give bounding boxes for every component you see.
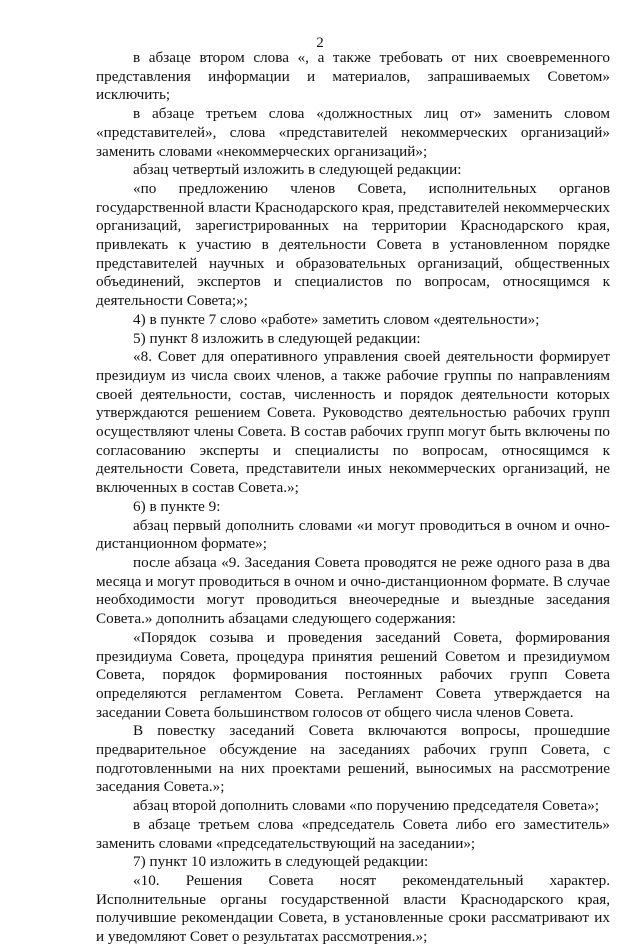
paragraph-15: 7) пункт 10 изложить в следующей редакции:	[133, 853, 429, 871]
paragraph-5: 4) в пункте 7 слово «работе» заметить словом «деятельности»;	[133, 310, 540, 328]
paragraph-11: «Порядок созыва и проведения заседаний Совета, формирования президиума Совета, процедура принятия решений Советом и президиумом Совета, порядок формирования постоянных рабочих групп Совета определяются регламентом Совета. Регламент Совета утверждается на заседании Совета большинством голосов от общего числа членов Совета.	[96, 628, 610, 721]
paragraph-3: абзац четвертый изложить в следующей редакции:	[133, 161, 462, 179]
paragraph-9: абзац первый дополнить словами «и могут проводиться в очном и очно-дистанционном формате»;	[96, 516, 610, 553]
paragraph-13: абзац второй дополнить словами «по поручению председателя Совета»;	[133, 797, 600, 815]
paragraph-4: «по предложению членов Совета, исполнительных органов государственной власти Краснодарского края, представителей некоммерческих организаций, зарегистрированных на территории Краснодарского края, привлекать к участию в деятельности Совета в установленном порядке представителей научных и образовательных организаций, общественных объединений, экспертов и специалистов по вопросам, относящимся к деятельности Совета;»;	[96, 179, 610, 310]
paragraph-14: в абзаце третьем слова «председатель Совета либо его заместитель» заменить словами «председательствующий на заседании»;	[96, 815, 610, 852]
paragraph-12: В повестку заседаний Совета включаются вопросы, прошедшие предварительное обсуждение на заседаниях рабочих групп Совета, с подготовленными на них проектами решений, выносимых на рассмотрение заседания Совета.»;	[96, 722, 610, 796]
paragraph-1: в абзаце втором слова «, а также требовать от них своевременного представления информации и материалов, запрашиваемых Советом» исключить;	[96, 49, 610, 104]
paragraph-7: «8. Совет для оперативного управления своей деятельности формирует президиум из числа своих членов, а также рабочие группы по направлениям своей деятельности, состав, численность и порядок деятельности которых утверждаются решением Совета. Руководство деятельностью рабочих групп осуществляют члены Совета. В состав рабочих групп могут быть включены по согласованию эксперты и специалисты по вопросам, относящимся к деятельности Совета, представители иных некоммерческих организаций, не включенных в состав Совета.»;	[96, 348, 610, 497]
document-body	[96, 49, 610, 947]
paragraph-16: «10. Решения Совета носят рекомендательный характер. Исполнительные органы государственной власти Краснодарского края, получившие рекомендации Совета, в установленные сроки рассматривают их и уведомляют Совет о результатах рассмотрения.»;	[96, 871, 610, 946]
paragraph-10: после абзаца «9. Заседания Совета проводятся не реже одного раза в два месяца и могут проводиться в очном и очно-дистанционном формате. В случае необходимости могут проводиться внеочередные и выездные заседания Совета.» дополнить абзацами следующего содержания:	[96, 553, 610, 628]
paragraph-8: 6) в пункте 9:	[133, 497, 221, 515]
paragraph-2: в абзаце третьем слова «должностных лиц от» заменить словом «представителей», слова «представителей некоммерческих организаций» заменить словами «некоммерческих организаций»;	[96, 105, 610, 160]
page-number: 2	[316, 35, 324, 51]
paragraph-6: 5) пункт 8 изложить в следующей редакции:	[133, 329, 421, 347]
